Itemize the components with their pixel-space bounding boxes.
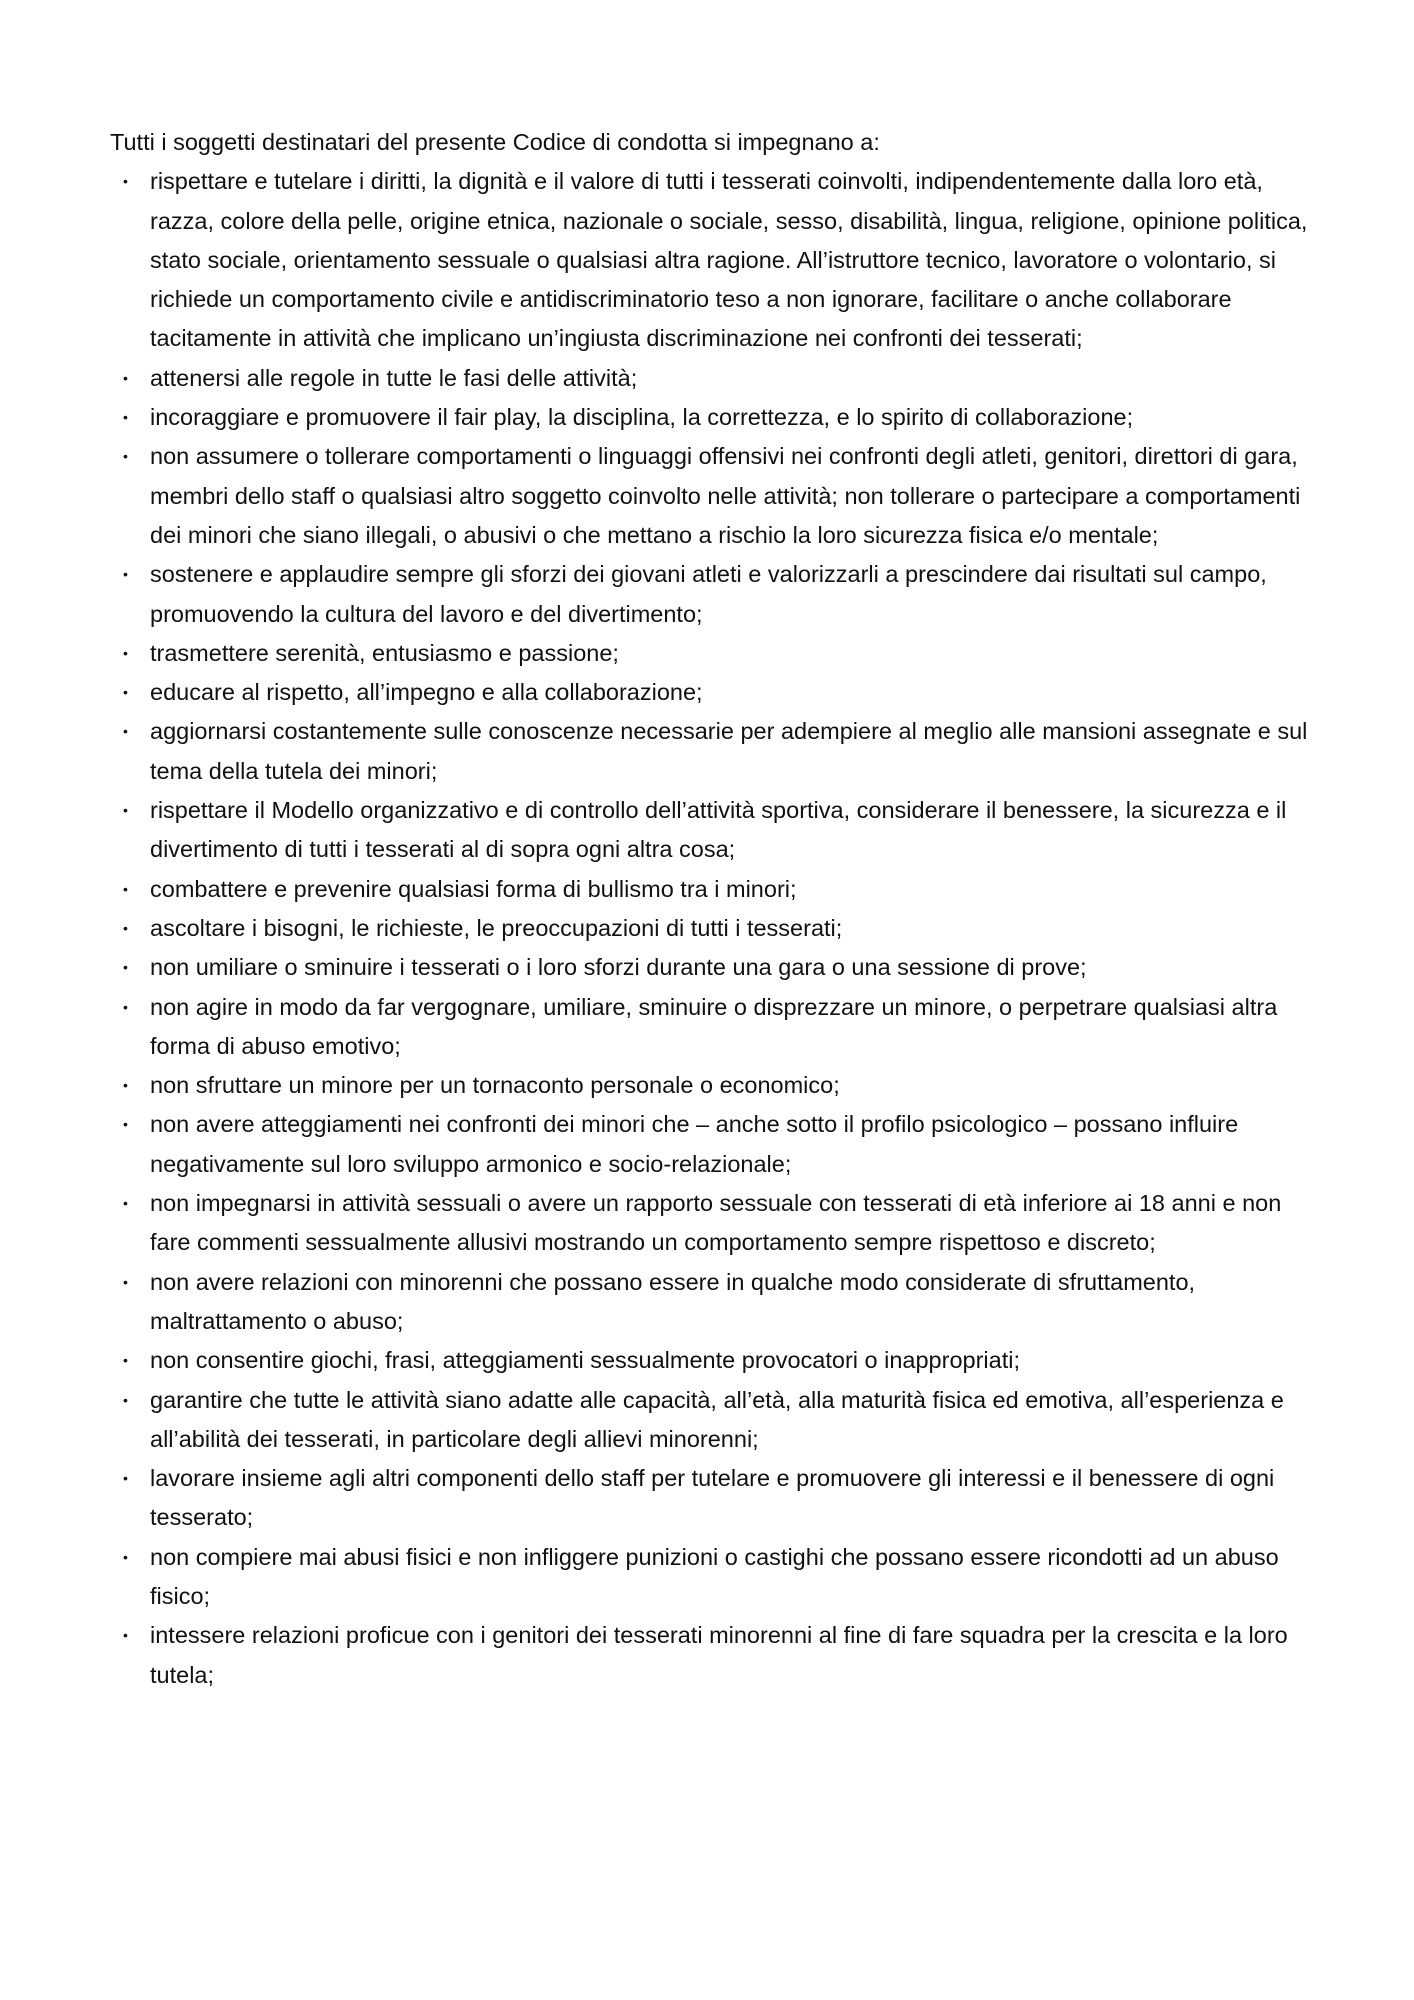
list-item xyxy=(110,359,1320,398)
list-item-text: non impegnarsi in attività sessuali o avere un rapporto sessuale con tesserati di età inferiore ai 18 anni e non fare commenti sessualmente allusivi mostrando un comportamento sempre rispettoso e discreto; xyxy=(150,1190,1282,1256)
bullet-icon: • xyxy=(123,644,128,661)
bullet-icon: • xyxy=(123,880,128,897)
list-item xyxy=(110,1381,1320,1460)
list-item-text: trasmettere serenità, entusiasmo e passione; xyxy=(150,639,619,666)
bullet-icon: • xyxy=(123,1273,128,1290)
list-item-text: non assumere o tollerare comportamenti o linguaggi offensivi nei confronti degli atleti, genitori, direttori di gara, membri dello staff o qualsiasi altro soggetto coinvolto nelle attività; non tollerare o partecipare a comportamenti dei minori che siano illegali, o abusivi o che mettano a rischio la loro sicurezza fisica e/o mentale; xyxy=(150,443,1301,548)
list-item xyxy=(110,1066,1320,1105)
list-item xyxy=(110,555,1320,634)
bullet-icon: • xyxy=(123,1352,128,1369)
bullet-icon: • xyxy=(123,1627,128,1644)
list-item xyxy=(110,1341,1320,1380)
list-item xyxy=(110,673,1320,712)
list-item-text: non avere relazioni con minorenni che possano essere in qualche modo considerate di sfruttamento, maltrattamento o abuso; xyxy=(150,1268,1196,1334)
list-item-text: rispettare il Modello organizzativo e di controllo dell’attività sportiva, considerare il benessere, la sicurezza e il divertimento di tutti i tesserati al di sopra ogni altra cosa; xyxy=(150,797,1287,863)
list-item-text: non umiliare o sminuire i tesserati o i loro sforzi durante una gara o una sessione di prove; xyxy=(150,954,1087,981)
bullet-icon: • xyxy=(123,173,128,190)
list-item-text: ascoltare i bisogni, le richieste, le preoccupazioni di tutti i tesserati; xyxy=(150,914,843,941)
list-item-text: educare al rispetto, all’impegno e alla collaborazione; xyxy=(150,679,703,706)
bullet-icon: • xyxy=(123,1391,128,1408)
bullet-icon: • xyxy=(123,802,128,819)
bullet-icon: • xyxy=(123,959,128,976)
list-item-text: intessere relazioni proficue con i genitori dei tesserati minorenni al fine di fare squadra per la crescita e la loro tutela; xyxy=(150,1622,1288,1688)
bullet-icon: • xyxy=(123,1116,128,1133)
bullet-icon: • xyxy=(123,448,128,465)
list-item xyxy=(110,712,1320,791)
list-item xyxy=(110,870,1320,909)
bullet-icon: • xyxy=(123,919,128,936)
bullet-icon: • xyxy=(123,369,128,386)
list-item-text: sostenere e applaudire sempre gli sforzi dei giovani atleti e valorizzarli a prescindere dai risultati sul campo, promuovendo la cultura del lavoro e del divertimento; xyxy=(150,561,1267,627)
list-item-text: non sfruttare un minore per un tornaconto personale o economico; xyxy=(150,1072,840,1099)
bullet-icon: • xyxy=(123,1470,128,1487)
bullet-icon: • xyxy=(123,566,128,583)
list-item-text: combattere e prevenire qualsiasi forma di bullismo tra i minori; xyxy=(150,875,797,902)
list-item-text: attenersi alle regole in tutte le fasi delle attività; xyxy=(150,364,638,391)
list-item xyxy=(110,1105,1320,1184)
list-item xyxy=(110,1616,1320,1695)
bullet-icon: • xyxy=(123,723,128,740)
list-item xyxy=(110,1184,1320,1263)
document-page xyxy=(110,123,1320,1695)
list-item-text: non compiere mai abusi fisici e non infliggere punizioni o castighi che possano essere ricondotti ad un abuso fisico; xyxy=(150,1543,1279,1609)
list-item xyxy=(110,1538,1320,1617)
list-item xyxy=(110,634,1320,673)
intro-paragraph: Tutti i soggetti destinatari del presente Codice di condotta si impegnano a: xyxy=(110,129,880,155)
list-item-text: lavorare insieme agli altri componenti dello staff per tutelare e promuovere gli interessi e il benessere di ogni tesserato; xyxy=(150,1465,1275,1531)
list-item xyxy=(110,437,1320,555)
list-item xyxy=(110,162,1320,358)
list-item-text: garantire che tutte le attività siano adatte alle capacità, all’età, alla maturità fisica ed emotiva, all’esperienza e all’abilità dei tesserati, in particolare degli allievi minorenni; xyxy=(150,1386,1284,1452)
commitments-list xyxy=(110,162,1320,1695)
list-item-text: incoraggiare e promuovere il fair play, la disciplina, la correttezza, e lo spirito di collaborazione; xyxy=(150,404,1134,431)
list-item-text: non consentire giochi, frasi, atteggiamenti sessualmente provocatori o inappropriati; xyxy=(150,1347,1020,1374)
bullet-icon: • xyxy=(123,1195,128,1212)
list-item xyxy=(110,791,1320,870)
list-item-text: aggiornarsi costantemente sulle conoscenze necessarie per adempiere al meglio alle mansioni assegnate e sul tema della tutela dei minori; xyxy=(150,718,1308,784)
list-item-text: non avere atteggiamenti nei confronti dei minori che – anche sotto il profilo psicologico – possano influire negativamente sul loro sviluppo armonico e socio-relazionale; xyxy=(150,1111,1239,1177)
list-item xyxy=(110,909,1320,948)
bullet-icon: • xyxy=(123,1077,128,1094)
list-item xyxy=(110,1459,1320,1538)
bullet-icon: • xyxy=(123,684,128,701)
bullet-icon: • xyxy=(123,1548,128,1565)
bullet-icon: • xyxy=(123,998,128,1015)
bullet-icon: • xyxy=(123,409,128,426)
list-item xyxy=(110,948,1320,987)
list-item xyxy=(110,1263,1320,1342)
list-item xyxy=(110,988,1320,1067)
list-item-text: rispettare e tutelare i diritti, la dignità e il valore di tutti i tesserati coinvolti, indipendentemente dalla loro età, razza, colore della pelle, origine etnica, nazionale o sociale, sesso, disabilità, lingua, religione, opinione politica, stato sociale, orientamento sessuale o qualsiasi altra ragione. All’istruttore tecnico, lavoratore o volontario, si richiede un comportamento civile e antidiscriminatorio teso a non ignorare, facilitare o anche collaborare tacitamente in attività che implicano un’ingiusta discriminazione nei confronti dei tesserati; xyxy=(150,168,1308,352)
list-item-text: non agire in modo da far vergognare, umiliare, sminuire o disprezzare un minore, o perpetrare qualsiasi altra forma di abuso emotivo; xyxy=(150,993,1278,1059)
list-item xyxy=(110,398,1320,437)
